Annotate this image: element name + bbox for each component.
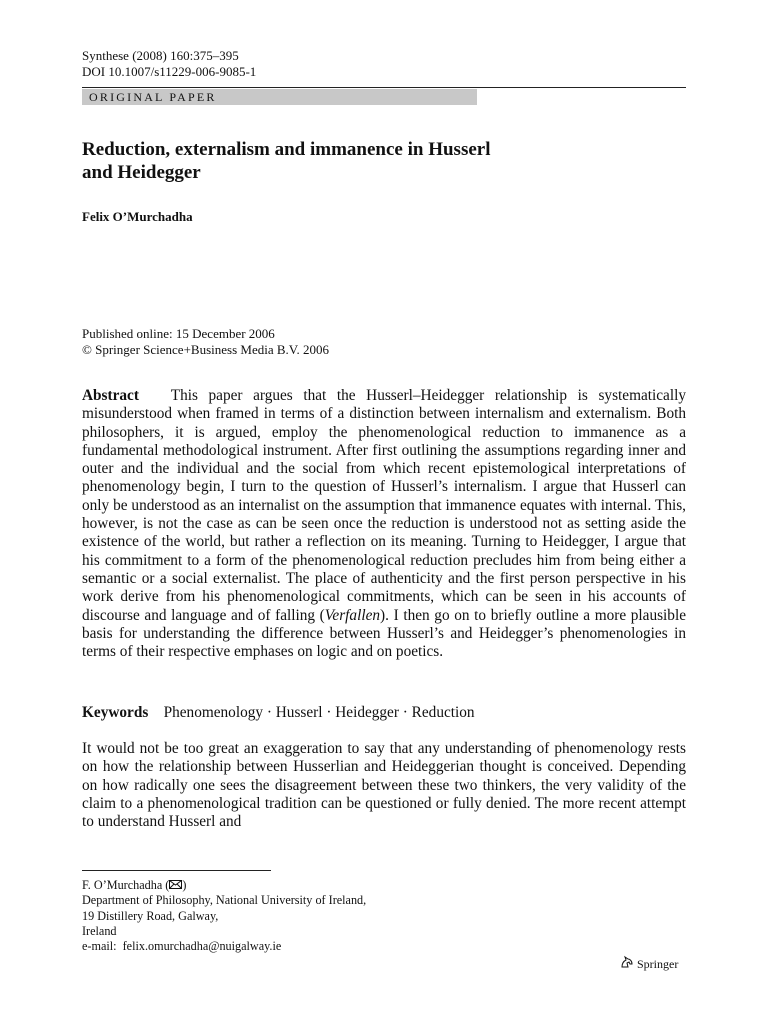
article-title (82, 138, 686, 184)
abstract-text-2: ). I then go on to briefly outline a more plausible basis for understanding the difference between Husserl’s and Heidegger’s phenomenologies in terms of their respective emphases on logic and on poetics. (82, 606, 686, 661)
keywords-label: Keywords (82, 704, 149, 721)
affiliation-name-close: ) (182, 878, 187, 892)
abstract (82, 387, 686, 661)
published-date: Published online: 15 December 2006 (82, 326, 275, 341)
abstract-italic-term: Verfallen (324, 606, 381, 624)
affiliation-dept: Department of Philosophy, National University of Ireland, (82, 893, 367, 908)
body-paragraph: It would not be too great an exaggeration to say that any understanding of phenomenology rests on how the relationship between Husserlian and Heideggerian thought is conceived. Depending on how radically one sees the disagreement between these two thinkers, the very validity of the claim to a phenomenological tradition can be questioned or fully denied. The more recent attempt to understand Husserl and (82, 740, 686, 831)
email-label: e-mail: (82, 939, 117, 954)
publication-info (82, 326, 329, 357)
abstract-text-1: This paper argues that the Husserl–Heidegger relationship is systematically misunderstood when framed in terms of a distinction between internalism and externalism. Both philosophers, it is argued, employ the phenomenological reduction to immanence as a fundamental methodological instrument. After first outlining the assumptions regarding inner and outer and the individual and the social from which recent epistemological interpretations of phenomenology begin, I turn to the question of Husserl’s internalism. I argue that Husserl can only be understood as an internalist on the assumption that immanence equates with internal. This, however, is not the case as can be seen once the reduction is understood not as setting aside the existence of the world, but rather a reflection on its meaning. Turning to Heidegger, I argue that his commitment to a form of the phenomenological reduction precludes him from being either a semantic or a social externalist. The place of authenticity and the first person perspective in his work derive from his phenomenological commitments, which can be seen in his accounts of discourse and language and of falling ( (82, 387, 686, 624)
affiliation-email-line (82, 939, 366, 954)
author-affiliation (82, 878, 366, 954)
header-rule (82, 87, 686, 88)
affiliation-country: Ireland (82, 923, 117, 938)
affiliation-name-line (82, 878, 366, 893)
springer-horse-icon (620, 955, 634, 973)
title-line-1: Reduction, externalism and immanence in Husserl (82, 139, 491, 160)
envelope-icon (169, 878, 182, 893)
publisher-name: Springer (637, 956, 679, 971)
article-type-banner: ORIGINAL PAPER (82, 89, 477, 105)
copyright: © Springer Science+Business Media B.V. 2006 (82, 341, 329, 357)
footnote-rule (82, 870, 271, 871)
doi: DOI 10.1007/s11229-006-9085-1 (82, 64, 257, 79)
keywords-terms: Phenomenology · Husserl · Heidegger · Reduction (163, 704, 475, 721)
journal-citation: Synthese (2008) 160:375–395 (82, 48, 239, 63)
affiliation-street: 19 Distillery Road, Galway, (82, 908, 219, 923)
abstract-label: Abstract (82, 387, 139, 404)
journal-meta (82, 48, 256, 80)
email-address[interactable]: felix.omurchadha@nuigalway.ie (122, 939, 282, 954)
keywords (82, 704, 686, 722)
publisher-logo (620, 955, 678, 973)
affiliation-name: F. O’Murchadha ( (82, 878, 170, 892)
author-name: Felix O’Murchadha (82, 209, 193, 224)
title-line-2: and Heidegger (82, 162, 201, 183)
